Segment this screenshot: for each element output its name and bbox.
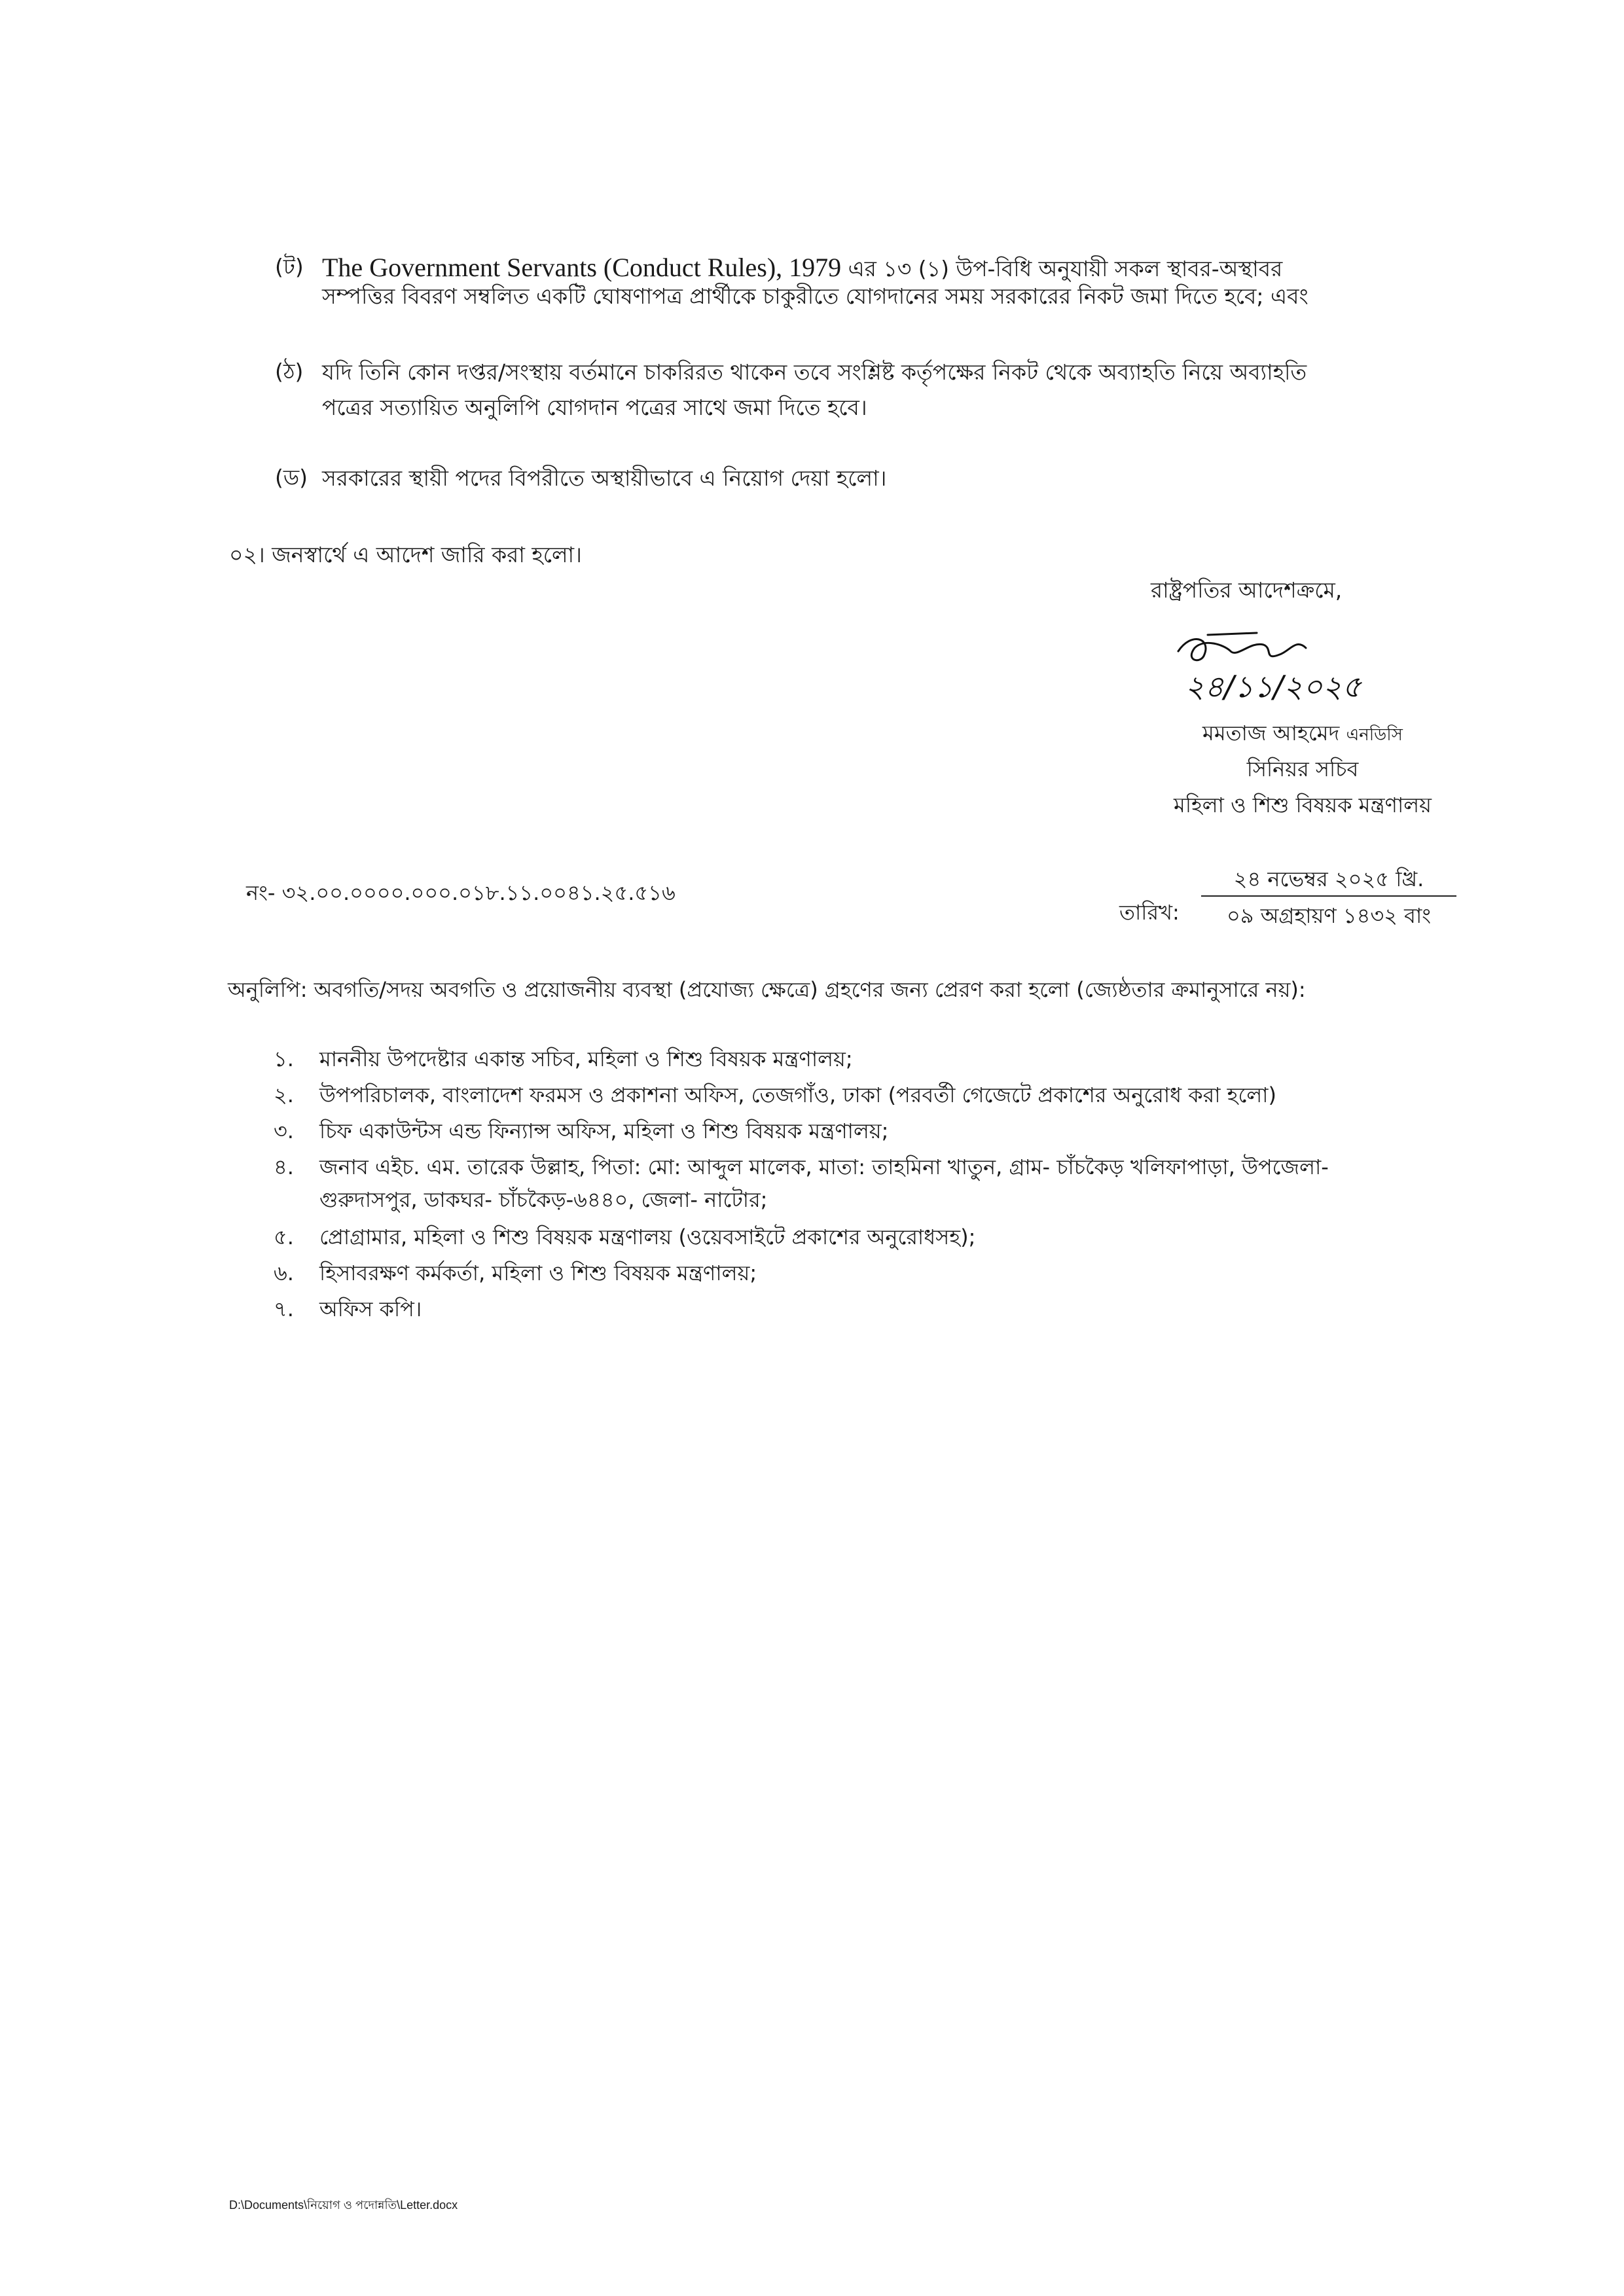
cc-num-2: ২. [274,1083,294,1107]
conduct-rules-title: The Government Servants (Conduct Rules), 1979 [322,253,842,282]
signatory-designation: সিনিয়র সচিব [1246,757,1359,781]
clause-ta-line2: সম্পত্তির বিবরণ সম্বলিত একটি ঘোষণাপত্র প্রার্থীকে চাকুরীতে যোগদানের সময় সরকারের নিকট জমা দিতে হবে; এবং [322,283,1308,309]
signatory-ministry: মহিলা ও শিশু বিষয়ক মন্ত্রণালয় [1174,793,1432,817]
copy-to-intro: অনুলিপি: অবগতি/সদয় অবগতি ও প্রয়োজনীয় ব্যবস্থা (প্রযোজ্য ক্ষেত্রে) গ্রহণের জন্য প্রেরণ করা হলো (জ্যেষ্ঠতার ক্রমানুসারে নয়): [228,977,1306,1002]
signatory-name-text: মমতাজ আহমেদ [1202,721,1340,745]
cc-item-6: হিসাবরক্ষণ কর্মকর্তা, মহিলা ও শিশু বিষয়ক মন্ত্রণালয়; [319,1261,757,1285]
date-divider [1201,895,1456,897]
cc-num-4: ৪. [274,1155,294,1179]
signatory-name-suffix: এনডিসি [1346,725,1403,745]
clause-tha-line2: পত্রের সত্যায়িত অনুলিপি যোগদান পত্রের সাথে জমা দিতে হবে। [322,395,867,420]
cc-item-1: মাননীয় উপদেষ্টার একান্ত সচিব, মহিলা ও শিশু বিষয়ক মন্ত্রণালয়; [319,1047,853,1071]
clause-label-ta: (ট) [275,254,304,279]
clause-ta-line1-rest: এর ১৩ (১) উপ-বিধি অনুযায়ী সকল স্থাবর-অস্থাবর [841,256,1283,281]
cc-num-1: ১. [274,1047,294,1071]
cc-item-4-line2: গুরুদাসপুর, ডাকঘর- চাঁচকৈড়-৬৪৪০, জেলা- নাটোর; [319,1187,768,1212]
cc-item-7: অফিস কপি। [319,1297,422,1321]
signature-scribble [1165,625,1440,723]
cc-num-5: ৫. [274,1225,294,1249]
cc-num-3: ৩. [274,1119,294,1143]
clause-tha-line1: যদি তিনি কোন দপ্তর/সংস্থায় বর্তমানে চাকরিরত থাকেন তবে সংশ্লিষ্ট কর্তৃপক্ষের নিকট থেকে অব্যাহতি নিয়ে অব্যাহতি [322,359,1307,385]
paragraph-02: ০২। জনস্বার্থে এ আদেশ জারি করা হলো। [229,542,582,567]
cc-item-2: উপপরিচালক, বাংলাদেশ ফরমস ও প্রকাশনা অফিস, তেজগাঁও, ঢাকা (পরবর্তী গেজেটে প্রকাশের অনুরোধ করা হলো) [319,1083,1276,1107]
cc-item-4-line1: জনাব এইচ. এম. তারেক উল্লাহ, পিতা: মো: আব্দুল মালেক, মাতা: তাহমিনা খাতুন, গ্রাম- চাঁচকৈড় খলিফাপাড়া, উপজেলা- [319,1155,1329,1179]
cc-num-6: ৬. [274,1261,294,1285]
cc-item-3: চিফ একাউন্টস এন্ড ফিন্যান্স অফিস, মহিলা ও শিশু বিষয়ক মন্ত্রণালয়; [319,1119,889,1143]
clause-label-tha: (ঠ) [275,359,304,384]
by-order-line: রাষ্ট্রপতির আদেশক্রমে, [1151,577,1343,603]
signature-date: ২৪/১১/২০২৫ [1185,669,1362,704]
date-label: তারিখ: [1119,900,1180,925]
date-bangla: ০৯ অগ্রহায়ণ ১৪৩২ বাং [1226,903,1432,928]
footer-file-path: D:\Documents\নিয়োগ ও পদোন্নতি\Letter.docx [229,2198,458,2212]
cc-item-5: প্রোগ্রামার, মহিলা ও শিশু বিষয়ক মন্ত্রণালয় (ওয়েবসাইটে প্রকাশের অনুরোধসহ); [319,1225,976,1249]
memo-number: নং- ৩২.০০.০০০০.০০০.০১৮.১১.০০৪১.২৫.৫১৬ [246,880,676,905]
handwritten-signature [1165,625,1440,723]
clause-da-line1: সরকারের স্থায়ী পদের বিপরীতে অস্থায়ীভাবে এ নিয়োগ দেয়া হলো। [322,465,887,491]
clause-label-da: (ড) [275,465,308,490]
cc-num-7: ৭. [274,1297,294,1321]
date-gregorian: ২৪ নভেম্বর ২০২৫ খ্রি. [1233,867,1424,891]
signatory-name [1119,713,1486,755]
